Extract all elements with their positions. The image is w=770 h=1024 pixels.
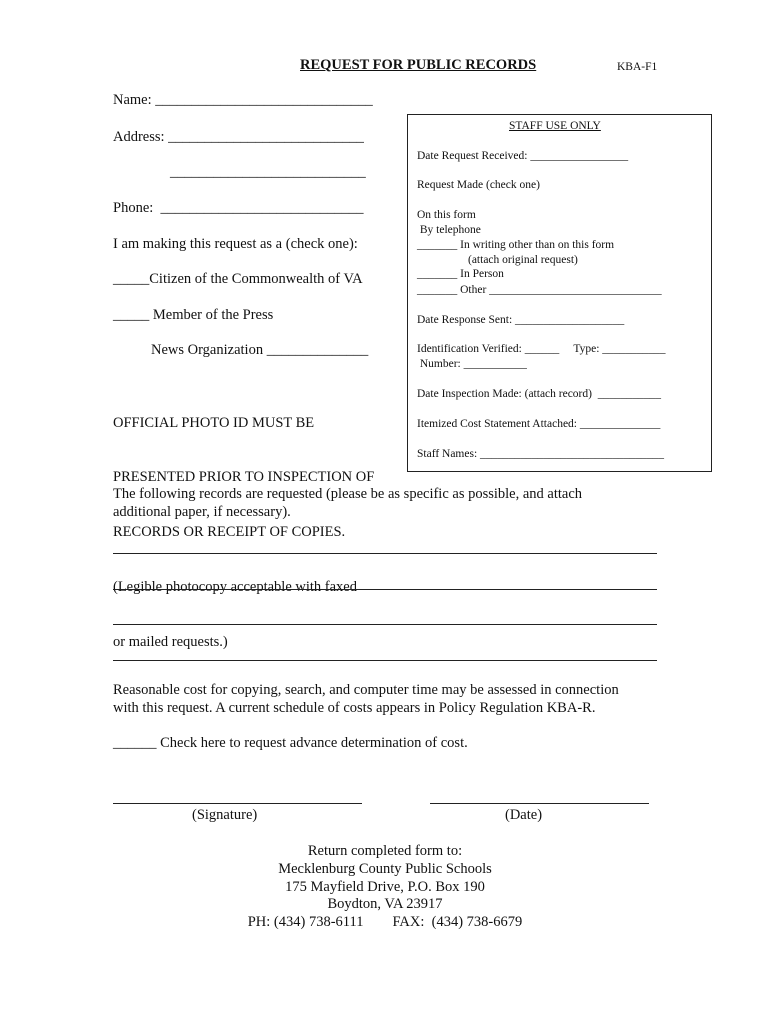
street-address: 175 Mayfield Drive, P.O. Box 190	[285, 878, 485, 895]
notice-line: RECORDS OR RECEIPT OF COPIES.	[113, 524, 346, 541]
signature-line[interactable]	[113, 803, 362, 804]
date-line[interactable]	[430, 803, 649, 804]
id-number-field[interactable]: Number: ___________	[417, 358, 527, 370]
by-telephone-option[interactable]: By telephone	[417, 224, 481, 236]
return-to-label: Return completed form to:	[307, 843, 463, 859]
in-person-option[interactable]: _______ In Person	[417, 268, 504, 280]
notice-line: PRESENTED PRIOR TO INSPECTION OF	[113, 469, 375, 486]
other-option[interactable]: _______ Other ______________________________	[417, 284, 662, 296]
cost-notice-line1: Reasonable cost for copying, search, and computer time may be assessed in connection	[113, 682, 619, 698]
date-inspection-field[interactable]: Date Inspection Made: (attach record) ___________	[417, 388, 661, 400]
records-instructions-line1: The following records are requested (please be as specific as possible, and attach	[113, 486, 583, 502]
signature-label: (Signature)	[192, 807, 258, 823]
page-title: REQUEST FOR PUBLIC RECORDS	[300, 57, 537, 73]
phone-fax: PH: (434) 738-6111 FAX: (434) 738-6679	[247, 914, 523, 931]
city-address: Boydton, VA 23917	[327, 896, 443, 913]
form-code: KBA-F1	[617, 61, 658, 73]
request-type-label: I am making this request as a (check one):	[113, 236, 358, 252]
on-this-form-option[interactable]: On this form	[417, 209, 476, 221]
notice-line: OFFICIAL PHOTO ID MUST BE	[113, 414, 315, 431]
phone-field[interactable]: Phone: ____________________________	[113, 200, 364, 216]
attach-original-note: (attach original request)	[468, 254, 578, 266]
date-response-field[interactable]: Date Response Sent: ___________________	[417, 314, 625, 326]
date-label: (Date)	[505, 807, 543, 823]
cost-notice-line2: with this request. A current schedule of costs appears in Policy Regulation KBA-R.	[113, 700, 596, 716]
address-line-2[interactable]: ___________________________	[170, 164, 366, 180]
organization-name: Mecklenburg County Public Schools	[278, 860, 492, 877]
request-made-label: Request Made (check one)	[417, 179, 540, 191]
date-received-field[interactable]: Date Request Received: _________________	[417, 150, 629, 162]
staff-use-heading: STAFF USE ONLY	[509, 120, 601, 132]
itemized-cost-field[interactable]: Itemized Cost Statement Attached: ______________	[417, 418, 661, 430]
news-organization-field[interactable]: News Organization ______________	[151, 342, 369, 358]
press-checkbox[interactable]: _____ Member of the Press	[113, 307, 274, 323]
in-writing-option[interactable]: _______ In writing other than on this form	[417, 239, 615, 251]
records-entry-line[interactable]	[113, 589, 657, 590]
notice-line: or mailed requests.)	[113, 634, 228, 651]
citizen-checkbox[interactable]: _____Citizen of the Commonwealth of VA	[113, 271, 363, 287]
records-entry-line[interactable]	[113, 553, 657, 554]
staff-names-field[interactable]: Staff Names: ________________________________	[417, 448, 665, 460]
records-instructions-line2: additional paper, if necessary).	[113, 504, 291, 520]
id-verified-field[interactable]: Identification Verified: ______ Type: ___________	[417, 343, 666, 355]
records-entry-line[interactable]	[113, 660, 657, 661]
records-entry-line[interactable]	[113, 624, 657, 625]
advance-cost-checkbox[interactable]: ______ Check here to request advance determination of cost.	[113, 735, 468, 751]
name-field[interactable]: Name: ______________________________	[113, 92, 373, 108]
address-field[interactable]: Address: ___________________________	[113, 129, 364, 145]
notice-line: (Legible photocopy acceptable with faxed	[113, 579, 357, 596]
photo-id-notice	[113, 377, 374, 670]
return-address-block	[160, 843, 610, 932]
